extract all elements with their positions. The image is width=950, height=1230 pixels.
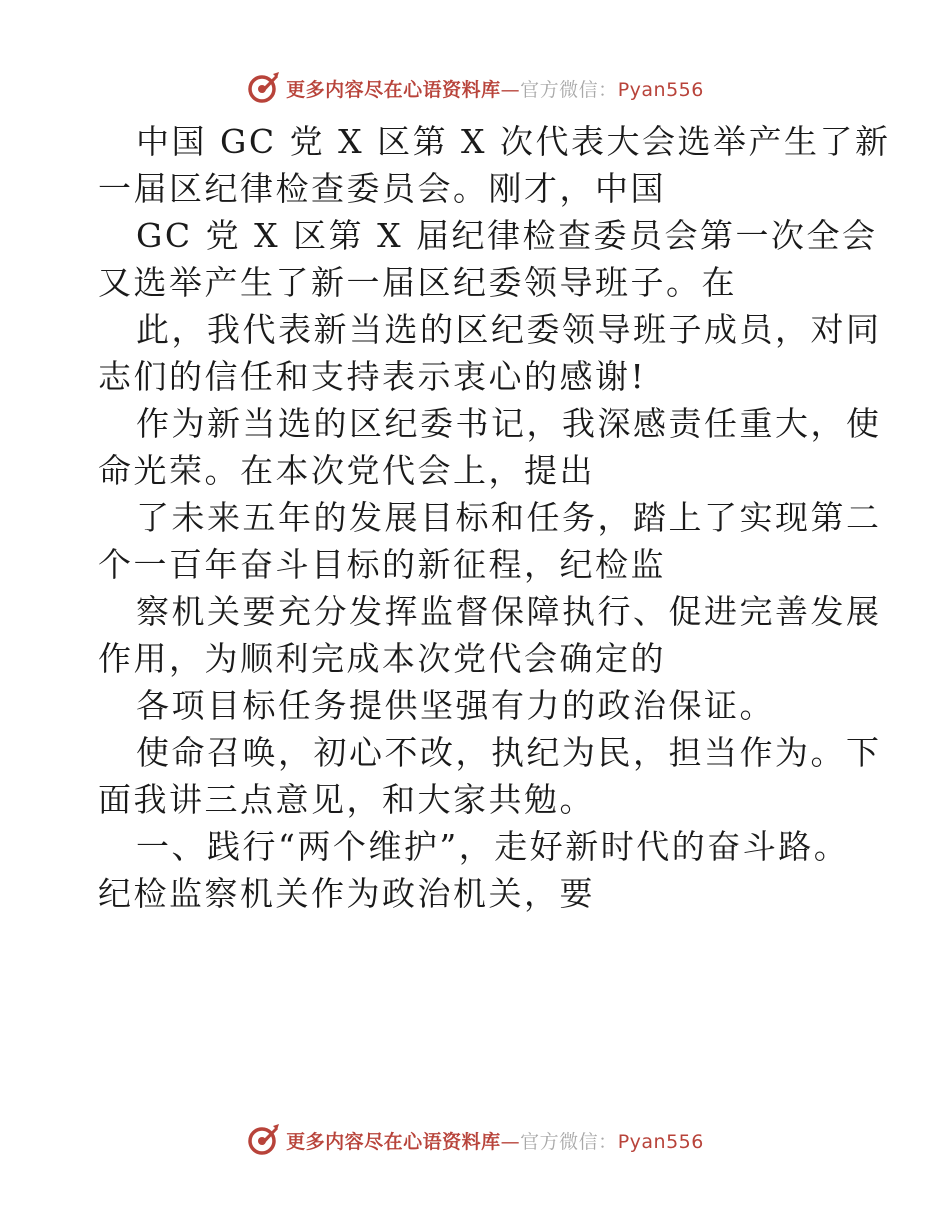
watermark-separator: — (500, 1130, 521, 1153)
text-line: 又选举产生了新一届区纪委领导班子。在 (98, 263, 737, 302)
text-line: 纪检监察机关作为政治机关，要 (98, 874, 595, 913)
watermark-text (286, 75, 704, 102)
text-line: 使命召唤，初心不改，执纪为民，担当作为。下 (136, 733, 882, 772)
watermark-label: 官方微信： (520, 78, 618, 101)
text-line: 此，我代表新当选的区纪委领导班子成员，对同 (136, 310, 882, 349)
watermark-label: 官方微信： (520, 1130, 618, 1153)
text-line: 中国 GC 党 X 区第 X 次代表大会选举产生了新 (136, 122, 891, 161)
watermark-wechat-id: Pyan556 (617, 1130, 704, 1153)
quill-logo-icon (246, 71, 280, 105)
text-line: 一、践行“两个维护”，走好新时代的奋斗路。 (136, 827, 850, 866)
text-line: 个一百年奋斗目标的新征程，纪检监 (98, 545, 666, 584)
watermark-wechat-id: Pyan556 (617, 78, 704, 101)
text-line: 一届区纪律检查委员会。刚才，中国 (98, 169, 666, 208)
document-body (98, 118, 891, 917)
text-line: 各项目标任务提供坚强有力的政治保证。 (136, 686, 775, 725)
quill-logo-icon (246, 1123, 280, 1157)
watermark-separator: — (500, 78, 521, 101)
text-line: 志们的信任和支持表示衷心的感谢! (98, 357, 647, 396)
text-line: 面我讲三点意见，和大家共勉。 (98, 780, 595, 819)
watermark-name: 更多内容尽在心语资料库 (286, 1130, 501, 1153)
watermark-header (0, 68, 950, 108)
text-line: 命光荣。在本次党代会上，提出 (98, 451, 595, 490)
watermark-text (286, 1127, 704, 1154)
text-line: 作用，为顺利完成本次党代会确定的 (98, 639, 666, 678)
text-line: 察机关要充分发挥监督保障执行、促进完善发展 (136, 592, 882, 631)
watermark-name: 更多内容尽在心语资料库 (286, 78, 501, 101)
text-line: 作为新当选的区纪委书记，我深感责任重大，使 (136, 404, 882, 443)
watermark-footer (0, 1120, 950, 1160)
text-line: GC 党 X 区第 X 届纪律检查委员会第一次全会 (136, 216, 878, 255)
text-line: 了未来五年的发展目标和任务，踏上了实现第二 (136, 498, 882, 537)
